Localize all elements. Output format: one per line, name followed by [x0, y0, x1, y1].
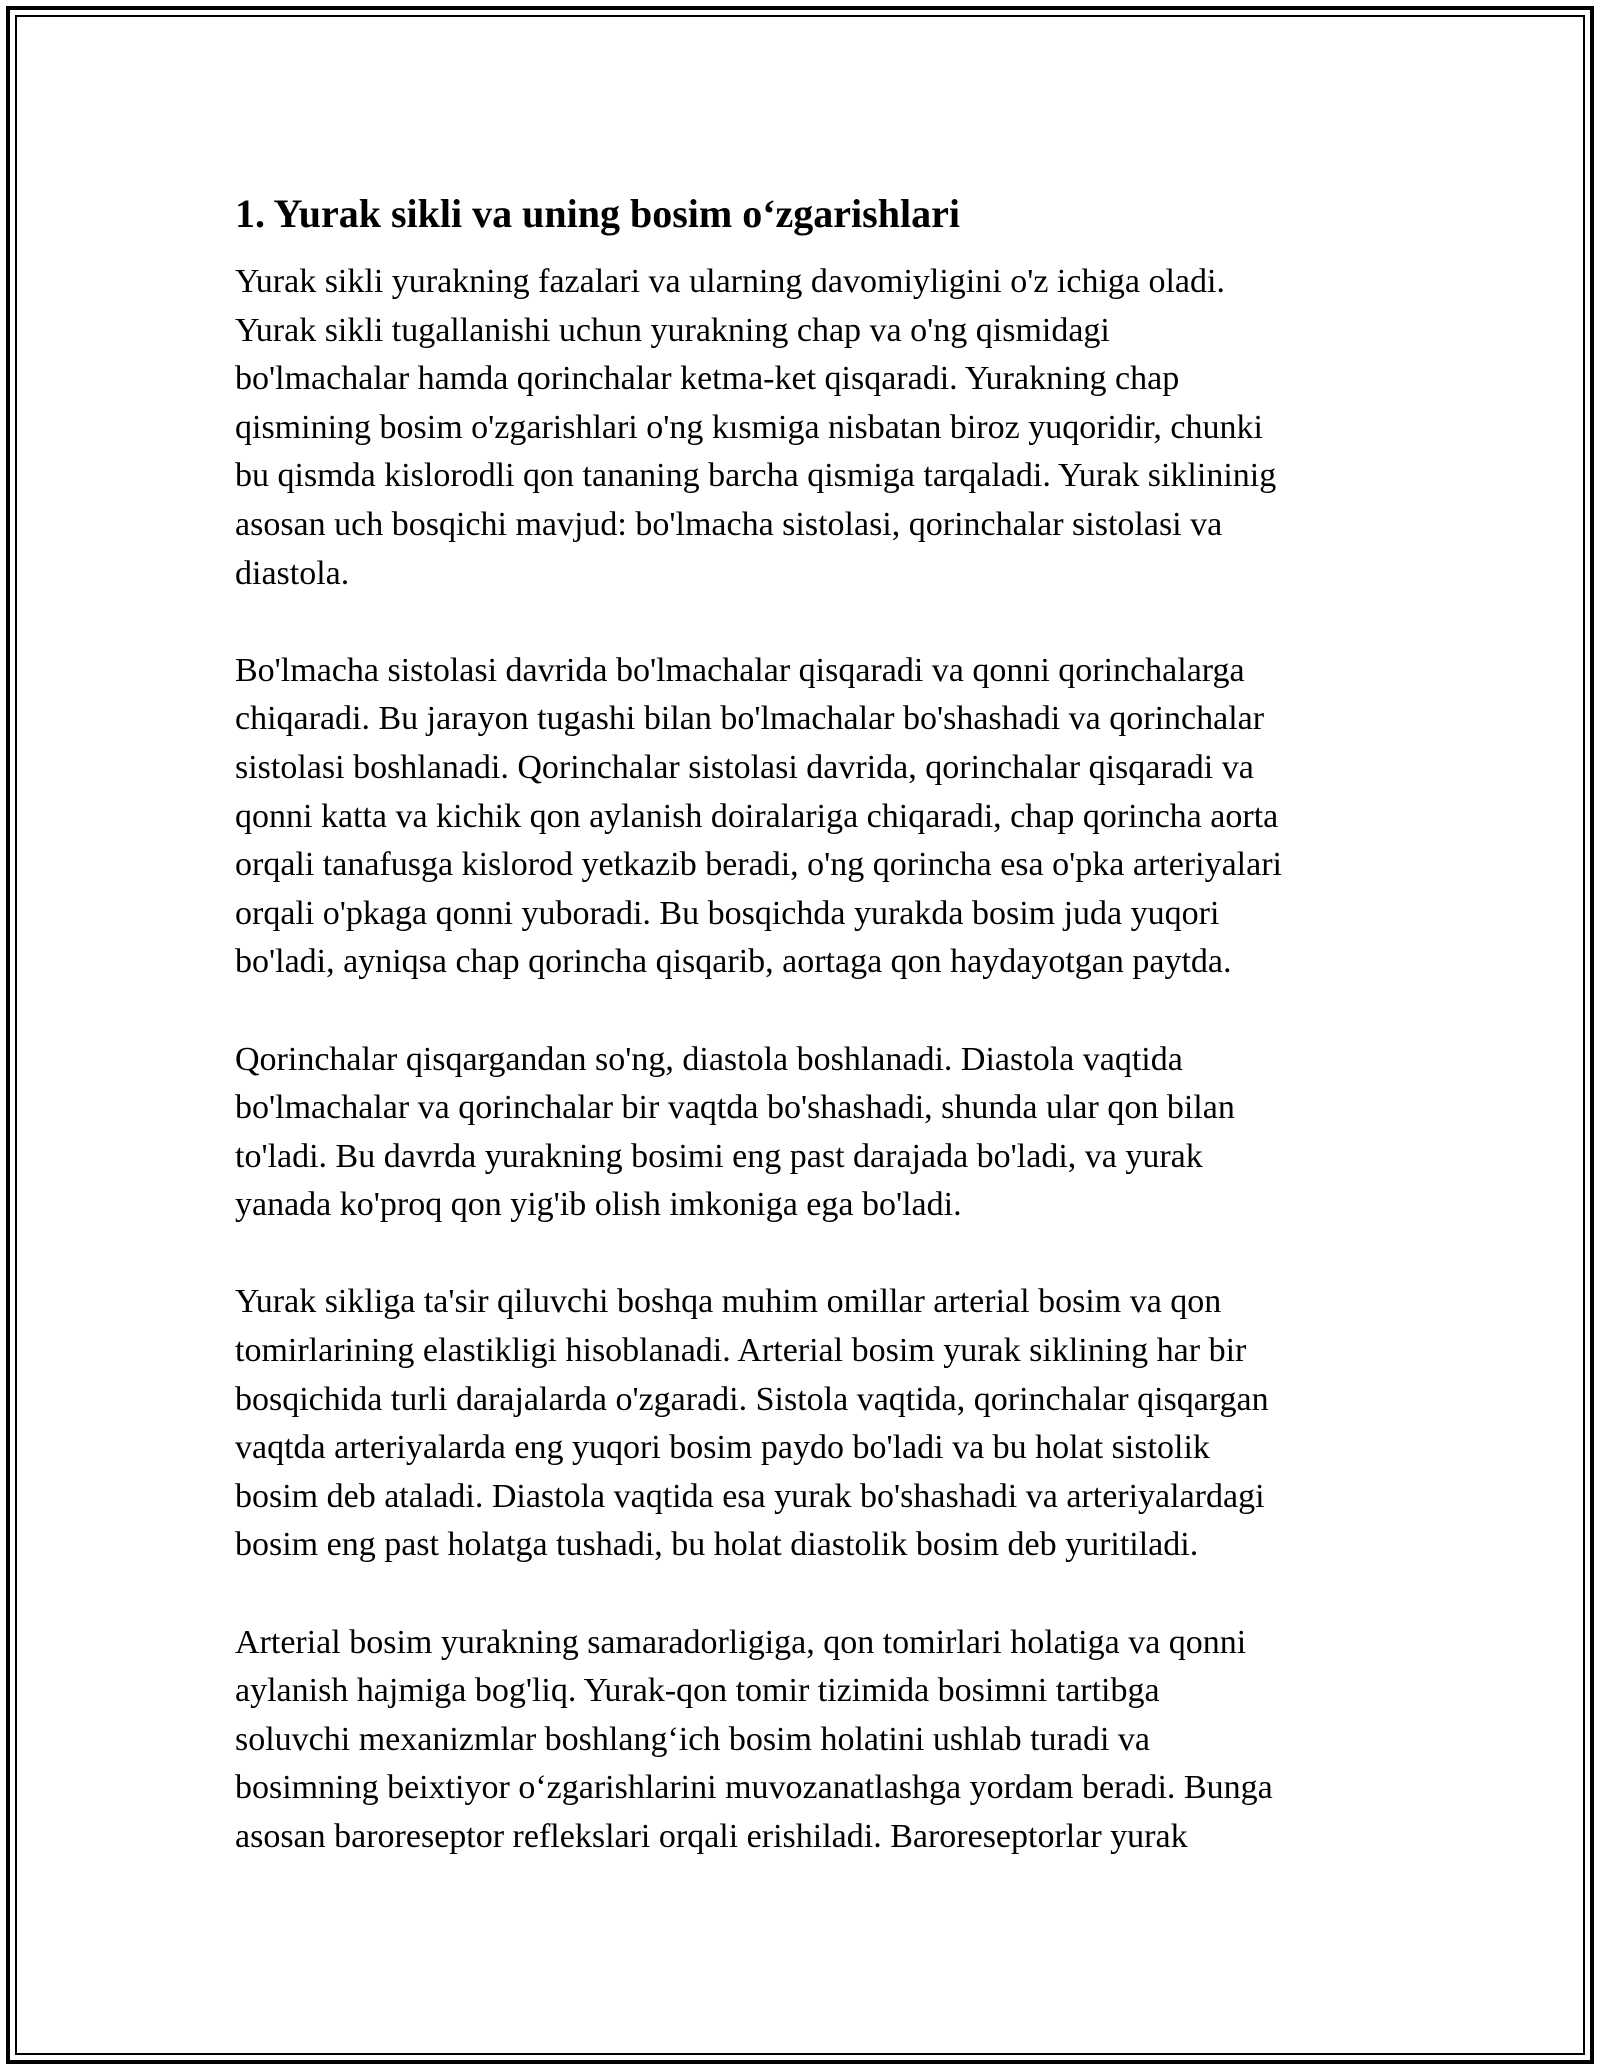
paragraph-line: Qorinchalar qisqargandan so'ng, diastola boshlanadi. Diastola vaqtida: [235, 1040, 1183, 1078]
paragraph-line: bosim deb ataladi. Diastola vaqtida esa yurak bo'shashadi va arteriyalardagi: [235, 1477, 1265, 1515]
paragraph-line: orqali o'pkaga qonni yuboradi. Bu bosqichda yurakda bosim juda yuqori: [235, 894, 1220, 932]
paragraph-line: aylanish hajmiga bog'liq. Yurak-qon tomir tizimida bosimni tartibga: [235, 1672, 1160, 1710]
paragraph-line: Arterial bosim yurakning samaradorligiga, qon tomirlari holatiga va qonni: [235, 1623, 1247, 1661]
paragraph-line: to'ladi. Bu davrda yurakning bosimi eng past darajada bo'ladi, va yurak: [235, 1137, 1203, 1175]
paragraph-line: Yurak sikli tugallanishi uchun yurakning chap va o'ng qismidagi: [235, 311, 1110, 349]
paragraph-4: [235, 1278, 1375, 1570]
paragraph-line: diastola.: [235, 554, 350, 592]
paragraph-line: bu qismda kislorodli qon tananing barcha qismiga tarqaladi. Yurak siklininig: [235, 457, 1277, 495]
paragraph-line: tomirlarining elastikligi hisoblanadi. Arterial bosim yurak siklining har bir: [235, 1332, 1247, 1370]
paragraph-line: qonni katta va kichik qon aylanish doiralariga chiqaradi, chap qorincha aorta: [235, 797, 1279, 835]
paragraph-line: bo'lmachalar hamda qorinchalar ketma-ket qisqaradi. Yurakning chap: [235, 360, 1180, 398]
document-body: [235, 188, 1375, 1862]
paragraph-line: vaqtda arteriyalarda eng yuqori bosim paydo bo'ladi va bu holat sistolik: [235, 1429, 1210, 1467]
paragraph-line: Yurak sikliga ta'sir qiluvchi boshqa muhim omillar arterial bosim va qon: [235, 1283, 1222, 1321]
paragraph-line: bosimning beixtiyor o‘zgarishlarini muvozanatlashga yordam beradi. Bunga: [235, 1769, 1273, 1807]
paragraph-line: asosan uch bosqichi mavjud: bo'lmacha sistolasi, qorinchalar sistolasi va: [235, 505, 1223, 543]
paragraph-2: [235, 647, 1375, 987]
paragraph-5: [235, 1619, 1375, 1862]
paragraph-line: chiqaradi. Bu jarayon tugashi bilan bo'lmachalar bo'shashadi va qorinchalar: [235, 700, 1265, 738]
section-heading: 1. Yurak sikli va uning bosim o‘zgarishlari: [235, 191, 960, 236]
paragraph-line: bosqichida turli darajalarda o'zgaradi. Sistola vaqtida, qorinchalar qisqargan: [235, 1380, 1269, 1418]
paragraph-line: bosim eng past holatga tushadi, bu holat diastolik bosim deb yuritiladi.: [235, 1526, 1199, 1564]
paragraph-line: sistolasi boshlanadi. Qorinchalar sistolasi davrida, qorinchalar qisqaradi va: [235, 748, 1254, 786]
paragraph-line: Bo'lmacha sistolasi davrida bo'lmachalar qisqaradi va qonni qorinchalarga: [235, 651, 1245, 689]
paragraph-line: qismining bosim o'zgarishlari o'ng kısmiga nisbatan biroz yuqoridir, chunki: [235, 408, 1263, 446]
paragraph-line: Yurak sikli yurakning fazalari va ularning davomiyligini o'z ichiga oladi.: [235, 263, 1225, 300]
paragraph-line: bo'ladi, ayniqsa chap qorincha qisqarib, aortaga qon haydayotgan paytda.: [235, 943, 1232, 981]
paragraph-3: [235, 1036, 1375, 1230]
paragraph-line: asosan baroreseptor reflekslari orqali erishiladi. Baroreseptorlar yurak: [235, 1818, 1188, 1855]
paragraph-1: [235, 258, 1375, 598]
paragraph-line: soluvchi mexanizmlar boshlang‘ich bosim holatini ushlab turadi va: [235, 1720, 1150, 1758]
paragraph-line: bo'lmachalar va qorinchalar bir vaqtda bo'shashadi, shunda ular qon bilan: [235, 1089, 1235, 1127]
paragraph-line: orqali tanafusga kislorod yetkazib beradi, o'ng qorincha esa o'pka arteriyalari: [235, 846, 1282, 884]
paragraph-line: yanada ko'proq qon yig'ib olish imkoniga ega bo'ladi.: [235, 1186, 962, 1224]
